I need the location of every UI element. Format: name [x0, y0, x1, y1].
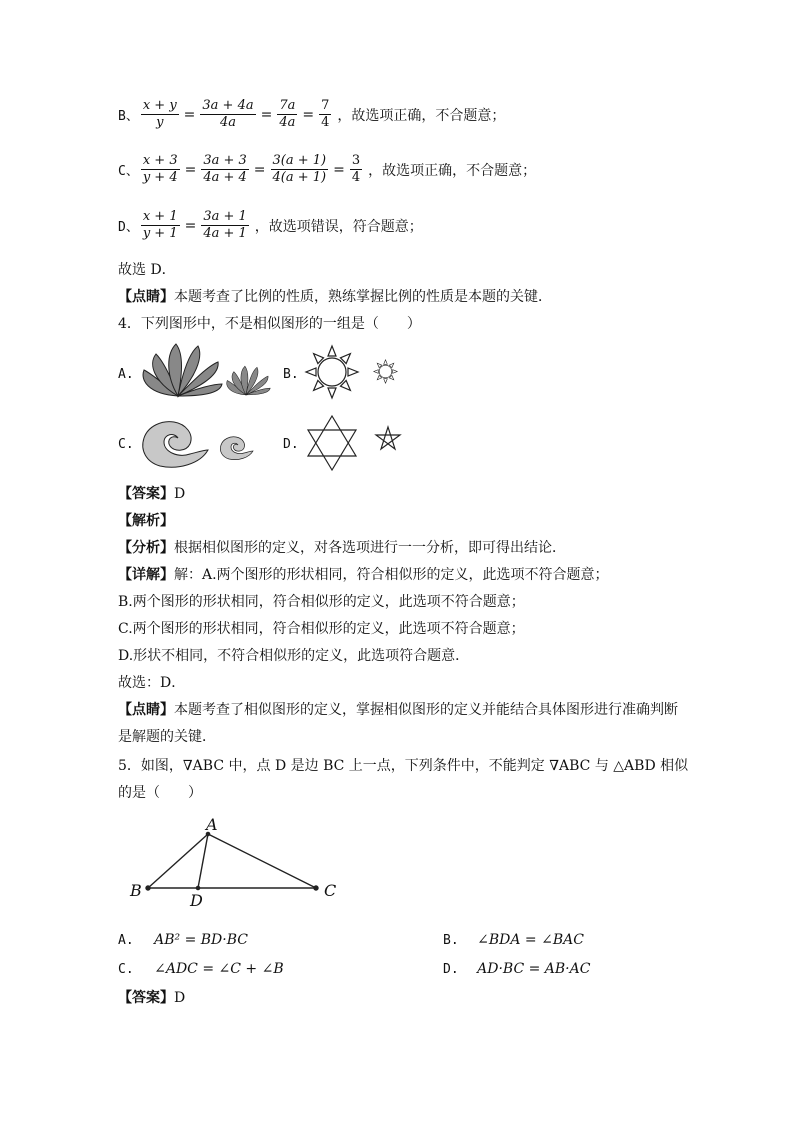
q5-option-b [443, 931, 584, 950]
option-label: A. [118, 933, 134, 948]
fenxi-tag: 【分析】 [118, 540, 174, 556]
fraction: $\frac{3a + 3}{4a + 4}$ [203, 153, 247, 185]
vertex-label-b: B [130, 881, 142, 900]
option-label: C. [118, 962, 134, 977]
fraction: $\frac{3(a + 1)}{4(a + 1)}$ [272, 153, 327, 185]
q4-option-a-figure [138, 340, 278, 398]
q5-stem-2: 的是（ ） [118, 785, 202, 801]
option-label: D. [443, 962, 459, 977]
q4-detail-3: C.两个图形的形状相同，符合相似形的定义，此选项不符合题意； [118, 621, 525, 637]
option-b-label: B、 [118, 109, 139, 124]
answer-tag: 【答案】 [118, 486, 174, 502]
option-d-line: D、 $\frac{x + 1}{y + 1}$ = $\frac{3a + 1}{4a + 1}$ ，故选项错误，符合题意； [118, 209, 423, 241]
q4-option-b-label: B. [283, 367, 299, 382]
fraction: $\frac{x + 3}{y + 4}$ [142, 153, 178, 185]
fenxi-text: 根据相似图形的定义，对各选项进行一一分析，即可得出结论． [174, 540, 566, 556]
q4-fenxi [118, 539, 566, 557]
comment-tag: 【点睛】 [118, 289, 174, 305]
option-d-label: D、 [118, 220, 139, 235]
option-c-line: C、 $\frac{x + 3}{y + 4}$ = $\frac{3a + 3}{4a + 4}$ = $\frac{3(a + 1)}{4(a + 1)}$ = $\frac{3}{4}$ ，故选项正确，不合题意； [118, 153, 537, 185]
q5-option-a [118, 931, 248, 950]
q4-option-a-label: A. [118, 367, 134, 382]
q5-triangle-figure [120, 812, 360, 912]
flower-small-icon [227, 366, 270, 395]
q5-option-d [443, 960, 590, 979]
fraction: $\frac{x + 1}{y + 1}$ [142, 209, 178, 241]
vertex-label-c: C [324, 881, 337, 900]
option-d-tail: ，故选项错误，符合题意； [254, 218, 423, 235]
q3-choose: 故选 D． [118, 262, 176, 278]
fraction: $\frac{3a + 4a}{4a}$ [202, 98, 254, 130]
option-text: ∠ADC = ∠C + ∠B [154, 961, 284, 977]
sun-small-icon [374, 360, 397, 383]
option-label: B. [443, 933, 459, 948]
hexagram-icon [308, 416, 356, 470]
q4-option-c-figure [138, 412, 278, 474]
cloud-large-icon [143, 422, 208, 468]
q5-stem-1: 5．如图，∇ABC 中，点 D 是边 BC 上一点，下列条件中，不能判定 ∇ABC 与 △ABD 相似 [118, 758, 689, 774]
q4-option-c-label: C. [118, 437, 134, 452]
detail-tag: 【详解】 [118, 567, 174, 583]
q5-answer [118, 989, 185, 1007]
q4-comment-1 [118, 701, 678, 719]
answer-value: D [174, 486, 186, 502]
fraction: $\frac{3a + 1}{4a + 1}$ [203, 209, 247, 241]
q5-option-c [118, 960, 284, 979]
q4-choose: 故选：D． [118, 675, 186, 691]
pentagram-icon [376, 427, 400, 449]
q3-comment [118, 288, 552, 306]
fraction: $\frac{7}{4}$ [321, 98, 330, 130]
q4-detail-4: D.形状不相同，不符合相似形的定义，此选项符合题意． [118, 648, 470, 664]
q4-option-d-figure [302, 412, 412, 474]
sun-large-icon [306, 346, 358, 398]
fraction: $\frac{3}{4}$ [351, 153, 361, 185]
answer-tag: 【答案】 [118, 990, 174, 1006]
q4-comment-2: 是解题的关键． [118, 729, 216, 745]
fraction: $\frac{x + y}{y}$ [142, 98, 177, 130]
option-c-tail: ，故选项正确，不合题意； [368, 162, 537, 179]
option-c-label: C、 [118, 164, 139, 179]
q4-option-d-label: D. [283, 437, 299, 452]
option-b-line: B、 $\frac{x + y}{y}$ = $\frac{3a + 4a}{4a}$ = $\frac{7a}{4a}$ = $\frac{7}{4}$ ，故选项正确，不合题意； [118, 98, 506, 130]
q4-answer [118, 485, 185, 503]
option-text: ∠BDA = ∠BAC [477, 932, 584, 948]
comment-text: 本题考查了比例的性质，熟练掌握比例的性质是本题的关键． [174, 289, 552, 305]
q4-stem: 4．下列图形中，不是相似图形的一组是（ ） [118, 316, 421, 332]
fraction: $\frac{7a}{4a}$ [279, 98, 296, 130]
flower-large-icon [143, 344, 222, 396]
option-text: AB² = BD·BC [154, 932, 248, 948]
q4-detail-2: B.两个图形的形状相同，符合相似形的定义，此选项不符合题意； [118, 594, 525, 610]
comment-text: 本题考查了相似图形的定义，掌握相似图形的定义并能结合具体图形进行准确判断 [174, 702, 678, 718]
option-text: AD·BC = AB·AC [477, 961, 591, 977]
cloud-small-icon [220, 437, 253, 460]
q4-analysis-tag: 【解析】 [118, 513, 174, 529]
option-b-tail: ，故选项正确，不合题意； [337, 107, 506, 124]
detail-text: 解：A.两个图形的形状相同，符合相似形的定义，此选项不符合题意； [174, 567, 609, 583]
q4-detail-1 [118, 566, 609, 584]
q4-option-b-figure [302, 342, 412, 402]
comment-tag: 【点睛】 [118, 702, 174, 718]
answer-value: D [174, 990, 186, 1006]
vertex-label-d: D [190, 891, 203, 910]
vertex-label-a: A [206, 815, 218, 834]
